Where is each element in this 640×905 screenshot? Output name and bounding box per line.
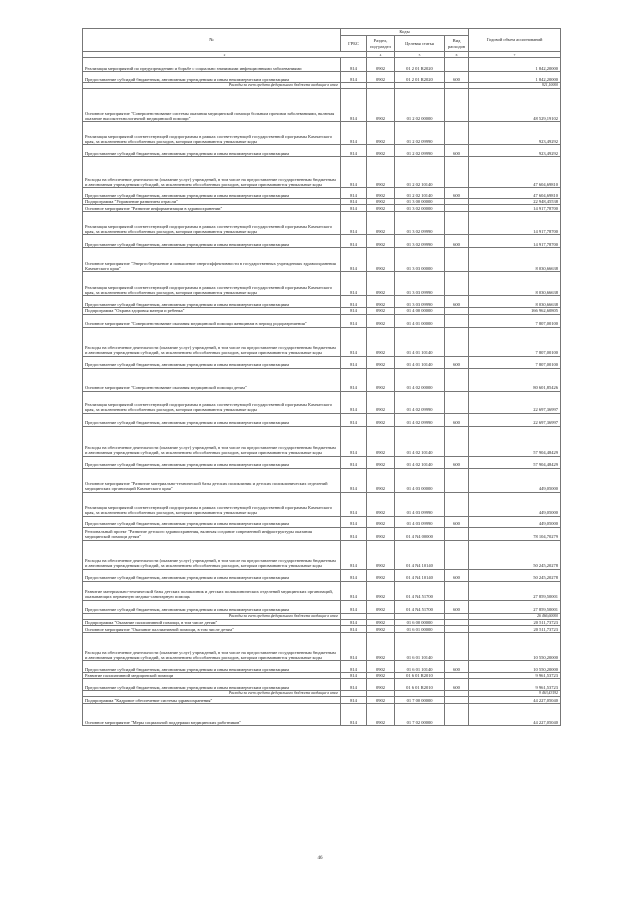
row-target-article: 01 6 01 R2010 xyxy=(395,679,445,691)
row-name: Подпрограмма "Кадровое обеспечение системы здравоохранения" xyxy=(83,697,341,704)
row-expense-type xyxy=(445,391,469,413)
row-amount: 57 904,48429 xyxy=(469,456,561,468)
header-razdel: Раздел, под-раздел xyxy=(367,36,395,52)
table-row xyxy=(83,581,561,600)
row-amount: 449,05000 xyxy=(469,492,561,516)
row-razdel: 0902 xyxy=(367,661,395,673)
row-grbs: 814 xyxy=(341,212,367,235)
row-name: Предоставление субсидий бюджетным, автономным учреждениям и иным некоммерческим организациям xyxy=(83,600,341,613)
row-name: Основное мероприятие "Развитие материально-технической базы детских поликлиник и детских поликлинических отделений медицинских организаций Камчатского края" xyxy=(83,468,341,492)
row-razdel: 0902 xyxy=(367,235,395,248)
row-grbs: 814 xyxy=(341,205,367,212)
row-razdel: 0902 xyxy=(367,188,395,199)
table-row xyxy=(83,296,561,308)
row-expense-type xyxy=(445,205,469,212)
row-name: Региональный проект "Развитие детского здравоохранения, включая создание современной инфраструктуры оказания медицинской помощи детям" xyxy=(83,527,341,540)
row-name: Расходы на обеспечение деятельности (оказание услуг) учреждений, в том числе на предоставление государственным бюджетным и автономным учреждениям субсидий, за исключением обособленных расходов, которым присваиваются уникальные коды xyxy=(83,327,341,356)
row-grbs: 814 xyxy=(341,661,367,673)
row-name: Предоставление субсидий бюджетным, автономным учреждениям и иным некоммерческим организациям xyxy=(83,356,341,368)
row-name: Расходы за счет средств федерального бюджета входящие в итог xyxy=(83,83,341,89)
row-expense-type: 600 xyxy=(445,356,469,368)
row-grbs: 814 xyxy=(341,356,367,368)
row-expense-type: 600 xyxy=(445,600,469,613)
row-name: Расходы на обеспечение деятельности (оказание услуг) учреждений, в том числе на предоставление государственным бюджетным и автономным учреждениям субсидий, за исключением обособленных расходов, которым присваиваются уникальные коды xyxy=(83,633,341,661)
row-grbs: 814 xyxy=(341,540,367,569)
row-target-article: 01 4 02 10140 xyxy=(395,426,445,456)
row-expense-type xyxy=(445,157,469,188)
table-row xyxy=(83,314,561,327)
col-number: 4 xyxy=(367,52,395,58)
row-name: Основное мероприятие "Меры социальной поддержки медицинских работников" xyxy=(83,704,341,726)
row-name: Реализация мероприятий соответствующей подпрограммы в рамках соответствующей государственной программы Камчатского края, за исключением обособленных расходов, которым присваиваются уникальные коды xyxy=(83,492,341,516)
table-row xyxy=(83,248,561,272)
row-grbs: 814 xyxy=(341,235,367,248)
row-grbs: 814 xyxy=(341,188,367,199)
row-grbs: 814 xyxy=(341,413,367,426)
row-target-article: 01 7 02 00000 xyxy=(395,704,445,726)
row-target-article: 01 3 03 00000 xyxy=(395,248,445,272)
row-target-article: 01 3 03 09990 xyxy=(395,272,445,296)
row-razdel: 0902 xyxy=(367,296,395,308)
col-number: 6 xyxy=(445,52,469,58)
row-name: Основное мероприятие "Совершенствование оказания медицинской помощи детям" xyxy=(83,368,341,391)
row-expense-type xyxy=(445,468,469,492)
row-amount: 8 030,66638 xyxy=(469,296,561,308)
row-grbs: 814 xyxy=(341,426,367,456)
row-amount: 7 807,00100 xyxy=(469,327,561,356)
row-name: Предоставление субсидий бюджетным, автономным учреждениям и иным некоммерческим организациям xyxy=(83,456,341,468)
row-amount: 20 511,73723 xyxy=(469,626,561,633)
row-expense-type xyxy=(445,540,469,569)
row-name: Основное мероприятие "Совершенствование системы оказания медицинской помощи больным прочими заболеваниями, включая оказание высокотехнологичной медицинской помощи" xyxy=(83,89,341,122)
row-expense-type xyxy=(445,122,469,145)
row-razdel: 0902 xyxy=(367,679,395,691)
row-expense-type: 600 xyxy=(445,661,469,673)
table-row xyxy=(83,205,561,212)
row-target-article: 01 2 02 10140 xyxy=(395,157,445,188)
table-row xyxy=(83,626,561,633)
row-grbs: 814 xyxy=(341,327,367,356)
table-row xyxy=(83,492,561,516)
row-amount: 50 245,20278 xyxy=(469,540,561,569)
row-amount: 80 601,85426 xyxy=(469,368,561,391)
row-grbs: 814 xyxy=(341,272,367,296)
row-target-article: 01 6 01 10140 xyxy=(395,633,445,661)
row-grbs: 814 xyxy=(341,157,367,188)
row-expense-type xyxy=(445,633,469,661)
row-target-article: 01 4 N4 51700 xyxy=(395,600,445,613)
row-target-article: 01 2 01 R2020 xyxy=(395,72,445,83)
row-razdel: 0902 xyxy=(367,72,395,83)
row-grbs: 814 xyxy=(341,308,367,314)
row-name: Подпрограмма "Оказание паллиативной помощи, в том числе детям" xyxy=(83,619,341,625)
row-expense-type xyxy=(445,212,469,235)
row-grbs: 814 xyxy=(341,248,367,272)
row-expense-type xyxy=(445,248,469,272)
row-amount: 9 463,43192 xyxy=(469,691,561,697)
row-grbs: 814 xyxy=(341,626,367,633)
row-amount: 14 917,78700 xyxy=(469,212,561,235)
row-amount: 9 961,53723 xyxy=(469,679,561,691)
col-number: 5 xyxy=(395,52,445,58)
row-target-article: 01 4 00 00000 xyxy=(395,308,445,314)
row-razdel: 0902 xyxy=(367,368,395,391)
row-grbs: 814 xyxy=(341,673,367,679)
row-expense-type xyxy=(445,58,469,72)
row-target-article: 01 3 02 09990 xyxy=(395,235,445,248)
table-row xyxy=(83,661,561,673)
row-amount: 14 917,78700 xyxy=(469,205,561,212)
row-target-article: 01 4 02 10140 xyxy=(395,456,445,468)
row-razdel: 0902 xyxy=(367,581,395,600)
row-target-article: 01 3 02 09990 xyxy=(395,212,445,235)
header-num: № xyxy=(83,29,341,52)
row-name: Реализация мероприятий соответствующей подпрограммы в рамках соответствующей государственной программы Камчатского края, за исключением обособленных расходов, которым присваиваются уникальные коды xyxy=(83,391,341,413)
row-grbs: 814 xyxy=(341,581,367,600)
row-grbs: 814 xyxy=(341,122,367,145)
row-target-article: 01 4 03 09990 xyxy=(395,492,445,516)
row-amount: 44 227,05040 xyxy=(469,697,561,704)
row-target-article: 01 3 02 00000 xyxy=(395,205,445,212)
col-number: 7 xyxy=(469,52,561,58)
col-number: 2 xyxy=(83,52,367,58)
table-body xyxy=(83,52,561,726)
row-amount: 10 550,20000 xyxy=(469,633,561,661)
row-razdel: 0902 xyxy=(367,626,395,633)
table-row xyxy=(83,391,561,413)
page-number: 46 xyxy=(317,856,323,861)
row-razdel: 0902 xyxy=(367,569,395,581)
row-target-article: 01 2 02 00000 xyxy=(395,89,445,122)
row-amount: 20 511,73723 xyxy=(469,619,561,625)
row-expense-type xyxy=(445,492,469,516)
row-razdel: 0902 xyxy=(367,122,395,145)
row-target-article: 01 2 02 09990 xyxy=(395,122,445,145)
row-name: Предоставление субсидий бюджетным, автономным учреждениям и иным некоммерческим организациям xyxy=(83,516,341,527)
row-amount: 923,49292 xyxy=(469,122,561,145)
row-expense-type: 600 xyxy=(445,413,469,426)
row-grbs: 814 xyxy=(341,72,367,83)
row-razdel: 0902 xyxy=(367,456,395,468)
table-row xyxy=(83,633,561,661)
row-grbs: 814 xyxy=(341,456,367,468)
row-amount: 57 904,48429 xyxy=(469,426,561,456)
row-name: Предоставление субсидий бюджетным, автономным учреждениям и иным некоммерческим организациям xyxy=(83,569,341,581)
row-razdel: 0902 xyxy=(367,212,395,235)
row-name: Предоставление субсидий бюджетным, автономным учреждениям и иным некоммерческим организациям xyxy=(83,235,341,248)
table-row xyxy=(83,697,561,704)
row-expense-type: 600 xyxy=(445,296,469,308)
row-expense-type xyxy=(445,581,469,600)
table-row xyxy=(83,356,561,368)
table-row xyxy=(83,157,561,188)
row-target-article: 01 4 01 10140 xyxy=(395,356,445,368)
row-razdel: 0902 xyxy=(367,468,395,492)
row-razdel: 0902 xyxy=(367,199,395,205)
row-amount: 78 104,70279 xyxy=(469,527,561,540)
row-name: Основное мероприятие "Развитие информатизации в здравоохранении" xyxy=(83,205,341,212)
row-grbs: 814 xyxy=(341,58,367,72)
table-row xyxy=(83,368,561,391)
row-amount: 47 604,69810 xyxy=(469,188,561,199)
row-name: Реализация мероприятий по предупреждению и борьбе с социально значимыми инфекционными заболеваниями xyxy=(83,58,341,72)
row-name: Расходы на обеспечение деятельности (оказание услуг) учреждений, в том числе на предоставление государственным бюджетным и автономным учреждениям субсидий, за исключением обособленных расходов, которым присваиваются уникальные коды xyxy=(83,540,341,569)
row-name: Предоставление субсидий бюджетным, автономным учреждениям и иным некоммерческим организациям xyxy=(83,296,341,308)
row-expense-type: 600 xyxy=(445,145,469,157)
row-target-article: 01 2 02 09990 xyxy=(395,145,445,157)
row-name: Предоставление субсидий бюджетным, автономным учреждениям и иным некоммерческим организациям xyxy=(83,145,341,157)
row-razdel: 0902 xyxy=(367,492,395,516)
row-name: Реализация мероприятий соответствующей подпрограммы в рамках соответствующей государственной программы Камчатского края, за исключением обособленных расходов, которым присваиваются уникальные коды xyxy=(83,212,341,235)
row-target-article: 01 2 02 10140 xyxy=(395,188,445,199)
budget-table xyxy=(82,28,561,726)
row-razdel: 0902 xyxy=(367,619,395,625)
header-grbs: ГРБС xyxy=(341,36,367,52)
row-grbs: 814 xyxy=(341,314,367,327)
row-expense-type: 600 xyxy=(445,72,469,83)
row-grbs: 814 xyxy=(341,89,367,122)
row-amount: 22 697,36997 xyxy=(469,413,561,426)
row-expense-type: 600 xyxy=(445,188,469,199)
row-target-article: 01 7 00 00000 xyxy=(395,697,445,704)
row-razdel: 0902 xyxy=(367,391,395,413)
header-vr: Вид расходов xyxy=(445,36,469,52)
row-grbs: 814 xyxy=(341,516,367,527)
row-grbs: 814 xyxy=(341,145,367,157)
table-row xyxy=(83,122,561,145)
row-amount: 27 859,50001 xyxy=(469,581,561,600)
row-grbs: 814 xyxy=(341,527,367,540)
row-name: Основное мероприятие "Оказание паллиативной помощи, в том числе детям" xyxy=(83,626,341,633)
table-row xyxy=(83,516,561,527)
row-razdel: 0902 xyxy=(367,248,395,272)
row-grbs: 814 xyxy=(341,569,367,581)
row-expense-type xyxy=(445,426,469,456)
row-grbs: 814 xyxy=(341,391,367,413)
row-amount: 48 529,19102 xyxy=(469,89,561,122)
row-target-article: 01 4 01 10140 xyxy=(395,327,445,356)
row-name: Предоставление субсидий бюджетным, автономным учреждениям и иным некоммерческим организациям xyxy=(83,661,341,673)
row-razdel: 0902 xyxy=(367,704,395,726)
row-name: Подпрограмма "Управление развитием отрасли" xyxy=(83,199,341,205)
row-razdel: 0902 xyxy=(367,58,395,72)
row-target-article: 01 6 01 10140 xyxy=(395,661,445,673)
row-name: Расходы на обеспечение деятельности (оказание услуг) учреждений, в том числе на предоставление государственным бюджетным и автономным учреждениям субсидий, за исключением обособленных расходов, которым присваиваются уникальные коды xyxy=(83,426,341,456)
row-amount: 22 697,36997 xyxy=(469,391,561,413)
table-row xyxy=(83,89,561,122)
table-row xyxy=(83,456,561,468)
row-name: Основное мероприятие "Энергосбережение и повышение энергоэффективности в государственных учреждениях здравоохранения Камчатского края" xyxy=(83,248,341,272)
row-razdel: 0902 xyxy=(367,413,395,426)
row-razdel: 0902 xyxy=(367,308,395,314)
row-razdel: 0902 xyxy=(367,633,395,661)
row-amount: 449,05000 xyxy=(469,516,561,527)
row-grbs: 814 xyxy=(341,296,367,308)
table-row xyxy=(83,527,561,540)
row-amount: 7 807,00100 xyxy=(469,356,561,368)
row-razdel: 0902 xyxy=(367,426,395,456)
row-name: Расходы на обеспечение деятельности (оказание услуг) учреждений, в том числе на предоставление государственным бюджетным и автономным учреждениям субсидий, за исключением обособленных расходов, которым присваиваются уникальные коды xyxy=(83,157,341,188)
row-target-article: 01 4 N4 10140 xyxy=(395,540,445,569)
row-razdel: 0902 xyxy=(367,157,395,188)
table-row xyxy=(83,188,561,199)
row-name: Основное мероприятие "Совершенствование оказания медицинской помощи женщинам в период родоразрешения" xyxy=(83,314,341,327)
row-razdel: 0902 xyxy=(367,145,395,157)
row-amount: 44 227,05040 xyxy=(469,704,561,726)
header-cs: Целевая статья xyxy=(395,36,445,52)
row-name: Расходы за счет средств федерального бюджета входящие в итог xyxy=(83,613,341,619)
row-amount: 47 604,69810 xyxy=(469,157,561,188)
header-amount: Годовой объем ассигнований xyxy=(469,29,561,52)
table-row xyxy=(83,212,561,235)
row-expense-type xyxy=(445,314,469,327)
row-name: Предоставление субсидий бюджетным, автономным учреждениям и иным некоммерческим организациям xyxy=(83,72,341,83)
row-grbs: 814 xyxy=(341,704,367,726)
row-amount: 22 948,45538 xyxy=(469,199,561,205)
row-target-article: 01 2 01 R2020 xyxy=(395,58,445,72)
row-grbs: 814 xyxy=(341,600,367,613)
table-row xyxy=(83,569,561,581)
row-expense-type xyxy=(445,704,469,726)
budget-table-container xyxy=(82,28,560,726)
row-expense-type: 600 xyxy=(445,235,469,248)
row-amount: 26 466,60000 xyxy=(469,613,561,619)
table-row xyxy=(83,145,561,157)
table-row xyxy=(83,235,561,248)
row-grbs: 814 xyxy=(341,697,367,704)
row-expense-type xyxy=(445,527,469,540)
row-name: Развитие паллиативной медицинской помощи xyxy=(83,673,341,679)
row-name: Расходы за счет средств федерального бюджета входящие в итог xyxy=(83,691,341,697)
row-amount: 9 961,53723 xyxy=(469,673,561,679)
row-grbs: 814 xyxy=(341,633,367,661)
row-target-article: 01 4 02 09990 xyxy=(395,391,445,413)
table-row xyxy=(83,58,561,72)
row-amount: 921,10000 xyxy=(469,83,561,89)
row-expense-type: 600 xyxy=(445,516,469,527)
header-codes: Коды xyxy=(341,29,469,36)
row-name: Реализация мероприятий соответствующей подпрограммы в рамках соответствующей государственной программы Камчатского края, за исключением обособленных расходов, которым присваиваются уникальные коды xyxy=(83,272,341,296)
row-amount: 8 030,66638 xyxy=(469,248,561,272)
row-amount: 27 859,50001 xyxy=(469,600,561,613)
row-grbs: 814 xyxy=(341,679,367,691)
row-grbs: 814 xyxy=(341,199,367,205)
row-expense-type xyxy=(445,626,469,633)
row-amount: 50 245,20278 xyxy=(469,569,561,581)
row-expense-type xyxy=(445,368,469,391)
row-amount: 10 550,20000 xyxy=(469,661,561,673)
row-target-article: 01 3 00 00000 xyxy=(395,199,445,205)
table-row xyxy=(83,272,561,296)
table-row xyxy=(83,72,561,83)
table-row xyxy=(83,679,561,691)
row-target-article: 01 4 N4 00000 xyxy=(395,527,445,540)
table-row xyxy=(83,426,561,456)
row-expense-type xyxy=(445,89,469,122)
row-target-article: 01 6 00 00000 xyxy=(395,619,445,625)
row-name: Предоставление субсидий бюджетным, автономным учреждениям и иным некоммерческим организациям xyxy=(83,413,341,426)
row-target-article: 01 6 01 R2010 xyxy=(395,673,445,679)
row-target-article: 01 4 02 09990 xyxy=(395,413,445,426)
row-amount: 449,05000 xyxy=(469,468,561,492)
row-razdel: 0902 xyxy=(367,540,395,569)
row-grbs: 814 xyxy=(341,468,367,492)
row-amount: 923,49292 xyxy=(469,145,561,157)
row-target-article: 01 4 03 09990 xyxy=(395,516,445,527)
row-grbs: 814 xyxy=(341,619,367,625)
row-target-article: 01 4 N4 51700 xyxy=(395,581,445,600)
row-razdel: 0902 xyxy=(367,527,395,540)
row-name: Подпрограмма "Охрана здоровья матери и ребенка" xyxy=(83,308,341,314)
table-row xyxy=(83,704,561,726)
row-target-article: 01 4 02 00000 xyxy=(395,368,445,391)
row-razdel: 0902 xyxy=(367,205,395,212)
row-amount: 14 917,78700 xyxy=(469,235,561,248)
row-razdel: 0902 xyxy=(367,697,395,704)
row-razdel: 0902 xyxy=(367,673,395,679)
row-amount: 1 842,20000 xyxy=(469,72,561,83)
row-expense-type: 600 xyxy=(445,569,469,581)
row-expense-type: 600 xyxy=(445,679,469,691)
row-target-article: 01 4 01 00000 xyxy=(395,314,445,327)
row-grbs: 814 xyxy=(341,368,367,391)
row-name: Предоставление субсидий бюджетным, автономным учреждениям и иным некоммерческим организациям xyxy=(83,679,341,691)
row-razdel: 0902 xyxy=(367,272,395,296)
row-amount: 7 807,00100 xyxy=(469,314,561,327)
row-grbs: 814 xyxy=(341,492,367,516)
row-name: Развитие материально-технической базы детских поликлиник и детских поликлинических отделений медицинских организаций, оказывающих первичную медико-санитарную помощь xyxy=(83,581,341,600)
row-expense-type xyxy=(445,272,469,296)
table-row xyxy=(83,327,561,356)
table-row xyxy=(83,600,561,613)
row-razdel: 0902 xyxy=(367,356,395,368)
row-razdel: 0902 xyxy=(367,327,395,356)
table-row xyxy=(83,540,561,569)
row-amount: 1 842,20000 xyxy=(469,58,561,72)
row-name: Реализация мероприятий соответствующей подпрограммы в рамках соответствующей государственной программы Камчатского края, за исключением обособленных расходов, которым присваиваются уникальные коды xyxy=(83,122,341,145)
table-row xyxy=(83,468,561,492)
row-target-article: 01 4 03 00000 xyxy=(395,468,445,492)
row-amount: 8 030,66638 xyxy=(469,272,561,296)
row-amount: 166 962,60805 xyxy=(469,308,561,314)
row-target-article: 01 3 03 09990 xyxy=(395,296,445,308)
row-razdel: 0902 xyxy=(367,600,395,613)
row-razdel: 0902 xyxy=(367,516,395,527)
row-target-article: 01 6 01 00000 xyxy=(395,626,445,633)
row-razdel: 0902 xyxy=(367,89,395,122)
row-razdel: 0902 xyxy=(367,314,395,327)
row-name: Предоставление субсидий бюджетным, автономным учреждениям и иным некоммерческим организациям xyxy=(83,188,341,199)
row-expense-type: 600 xyxy=(445,456,469,468)
row-expense-type xyxy=(445,327,469,356)
row-expense-type xyxy=(445,697,469,704)
row-target-article: 01 4 N4 10140 xyxy=(395,569,445,581)
table-row xyxy=(83,413,561,426)
